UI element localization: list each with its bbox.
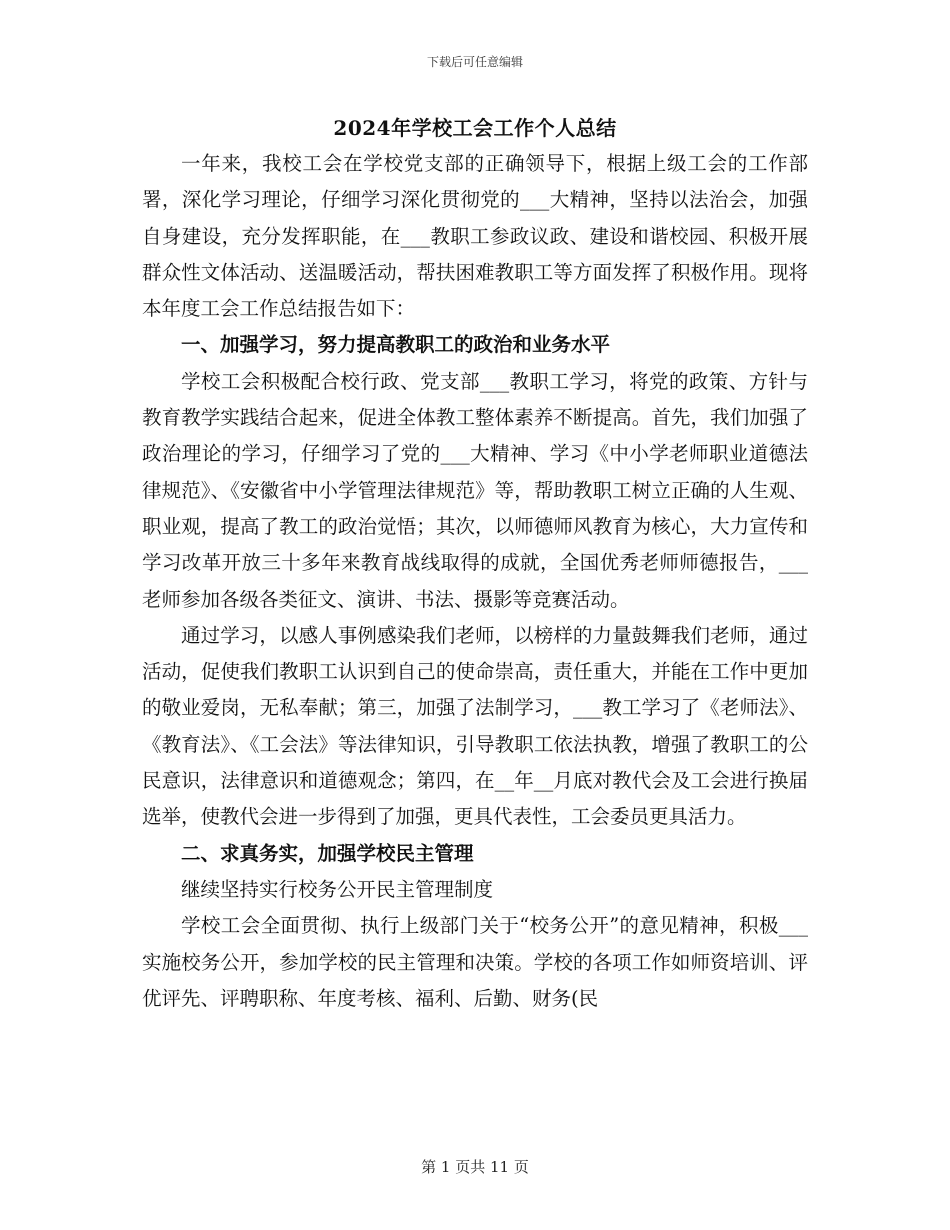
paragraph-subheading: 继续坚持实行校务公开民主管理制度 — [181, 877, 494, 901]
section-heading-1: 一、加强学习，努力提高教职工的政治和业务水平 — [181, 333, 611, 357]
section-heading-2: 二、求真务实，加强学校民主管理 — [181, 841, 474, 865]
paragraph-results: 通过学习，以感人事例感染我们老师，以榜样的力量鼓舞我们老师，通过活动，促使我们教职工认识到自己的使命崇高，责任重大，并能在工作中更加的敬业爱岗，无私奉献；第三，加强了法制学习，___教工学习了《老师法》、《教育法》、《工会法》等法律知识，引导教职工依法执教，增强了教职工的公民意识，法律意识和道德观念；第四，在__年__月底对教代会及工会进行换届选举，使教代会进一步得到了加强，更具代表性，工会委员更具活力。 — [142, 623, 808, 829]
page-number: 第 1 页共 11 页 — [421, 1158, 529, 1176]
paragraph-intro: 一年来，我校工会在学校党支部的正确领导下，根据上级工会的工作部署，深化学习理论，仔细学习深化贯彻党的___大精神，坚持以法治会，加强自身建设，充分发挥职能，在___教职工参政议政、建设和谐校园、积极开展群众性文体活动、送温暖活动，帮扶困难教职工等方面发挥了积极作用。现将本年度工会工作总结报告如下： — [142, 152, 808, 321]
paragraph-management: 学校工会全面贯彻、执行上级部门关于“校务公开”的意见精神，积极___实施校务公开，参加学校的民主管理和决策。学校的各项工作如师资培训、评优评先、评聘职称、年度考核、福利、后勤、财务(民 — [142, 914, 808, 1010]
page-header-note: 下载后可任意编辑 — [426, 55, 523, 69]
document-body — [142, 146, 808, 1017]
document-title: 2024年学校工会工作个人总结 — [333, 116, 617, 140]
paragraph-study: 学校工会积极配合校行政、党支部___教职工学习，将党的政策、方针与教育教学实践结合起来，促进全体教工整体素养不断提高。首先，我们加强了政治理论的学习，仔细学习了党的___大精神、学习《中小学老师职业道德法律规范》、《安徽省中小学管理法律规范》等，帮助教职工树立正确的人生观、职业观，提高了教工的政治觉悟；其次，以师德师风教育为核心，大力宣传和学习改革开放三十多年来教育战线取得的成就，全国优秀老师师德报告，___老师参加各级各类征文、演讲、书法、摄影等竞赛活动。 — [142, 369, 808, 611]
